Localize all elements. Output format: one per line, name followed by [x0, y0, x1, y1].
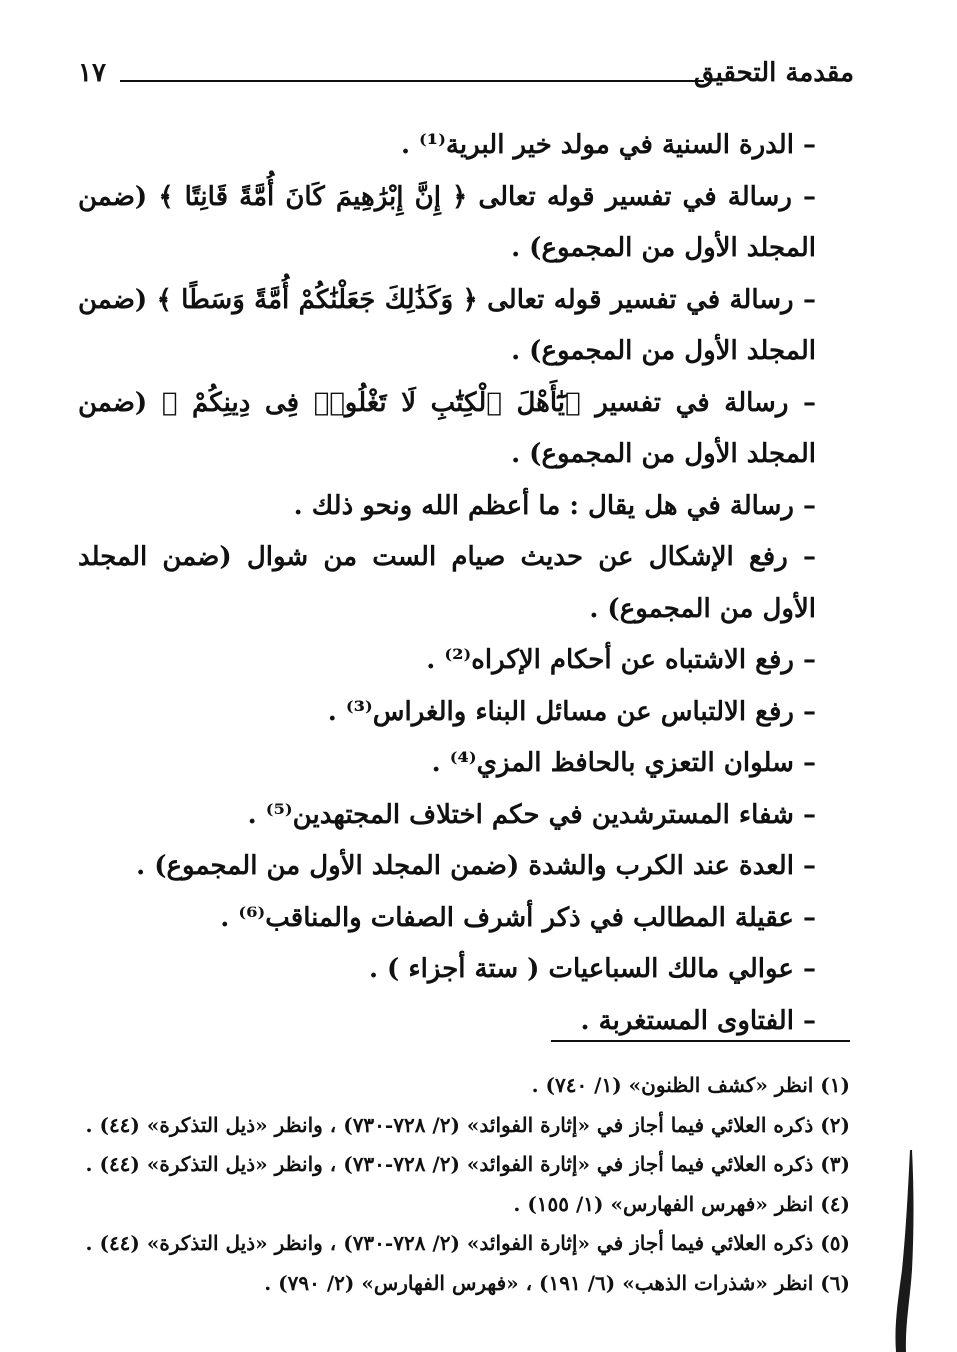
list-item: – رفع الالتباس عن مسائل البناء والغراس⁽³⁾ .	[327, 696, 816, 727]
running-header	[78, 58, 854, 98]
list-item: – رفع الاشتباه عن أحكام الإكراه⁽²⁾ .	[426, 645, 816, 675]
footnote: (٥) ذكره العلائي فيما أجاز في «إثارة الفوائد» (٢/ ٧٢٨-٧٣٠) ، وانظر «ذيل التذكرة» (٤٤) .	[85, 1231, 850, 1255]
list-item: – رسالة في تفسير ﴿يَٰٓأَهْلَ ٱلْكِتَٰبِ لَا تَغْلُوا۟ فِى دِينِكُمْ ﴾ (ضمن المجلد الأول من المجموع) .	[78, 387, 816, 469]
footnote: (١) انظر «كشف الظنون» (١/ ٧٤٠) .	[531, 1073, 850, 1097]
list-item: – رسالة في تفسير قوله تعالى ﴿ إِنَّ إِبْرَٰهِيمَ كَانَ أُمَّةً قَانِتًا ﴾ (ضمن المجلد الأول من المجموع) .	[78, 181, 816, 263]
works-list	[78, 120, 854, 1047]
page-number: ١٧	[78, 58, 106, 88]
list-item: – سلوان التعزي بالحافظ المزي⁽⁴⁾ .	[431, 748, 816, 778]
footnote: (٦) انظر «شذرات الذهب» (٦/ ١٩١) ، «فهرس الفهارس» (٢/ ٧٩٠) .	[264, 1270, 850, 1295]
list-item: – الدرة السنية في مولد خير البرية⁽¹⁾ .	[400, 130, 816, 160]
list-item: – عوالي مالك السباعيات ( ستة أجزاء ) .	[368, 954, 816, 984]
footnote: (٣) ذكره العلائي فيما أجاز في «إثارة الفوائد» (٢/ ٧٢٨-٧٣٠) ، وانظر «ذيل التذكرة» (٤٤) .	[85, 1152, 850, 1176]
scan-edge-shadow	[888, 1150, 918, 1352]
list-item: – العدة عند الكرب والشدة (ضمن المجلد الأول من المجموع) .	[136, 851, 816, 881]
list-item: – الفتاوى المستغربة .	[580, 1005, 816, 1036]
footnotes	[78, 1066, 850, 1303]
list-item: – رفع الإشكال عن حديث صيام الست من شوال (ضمن المجلد الأول من المجموع) .	[78, 542, 816, 624]
list-item: – رسالة في هل يقال : ما أعظم الله ونحو ذلك .	[293, 490, 816, 521]
list-item: – عقيلة المطالب في ذكر أشرف الصفات والمناقب⁽⁶⁾ .	[220, 902, 816, 933]
list-item: – رسالة في تفسير قوله تعالى ﴿ وَكَذَٰلِكَ جَعَلْنَٰكُمْ أُمَّةً وَسَطًا ﴾ (ضمن المجلد الأول من المجموع) .	[78, 284, 816, 366]
header-rule	[120, 80, 704, 82]
list-item: – شفاء المسترشدين في حكم اختلاف المجتهدين⁽⁵⁾ .	[247, 799, 816, 830]
footnote: (٤) انظر «فهرس الفهارس» (١/ ١٥٥) .	[513, 1191, 850, 1216]
footnote-separator	[551, 1040, 850, 1042]
footnote: (٢) ذكره العلائي فيما أجاز في «إثارة الفوائد» (٢/ ٧٢٨-٧٣٠) ، وانظر «ذيل التذكرة» (٤٤) .	[85, 1112, 850, 1137]
running-title: مقدمة التحقيق	[693, 58, 854, 88]
